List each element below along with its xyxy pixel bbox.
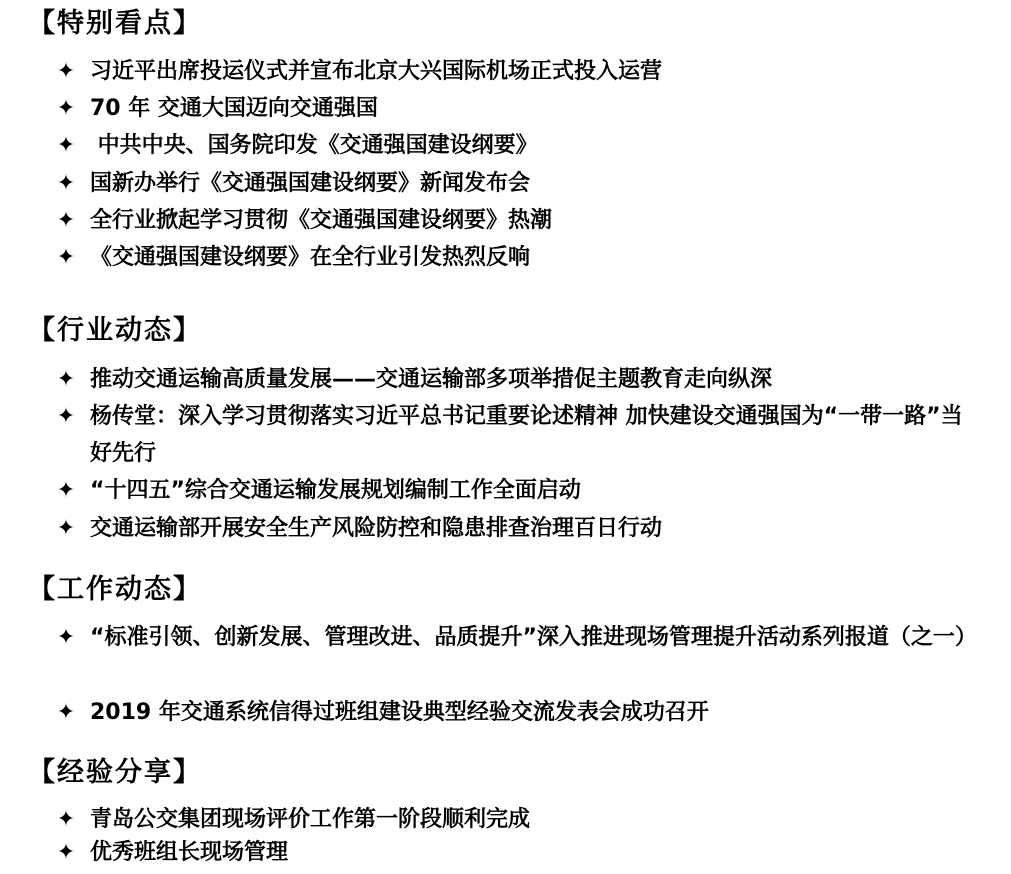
list-item[interactable] [54, 127, 984, 164]
star-bullet-icon: ✦ [56, 625, 76, 650]
star-bullet-icon: ✦ [56, 840, 76, 865]
list-item-text: “标准引领、创新发展、管理改进、品质提升”深入推进现场管理提升活动系列报道（之一） [90, 625, 977, 650]
section-heading-industry-news: 【行业动态】 [28, 315, 202, 346]
list-item-text: 推动交通运输高质量发展——交通运输部多项举措促主题教育走向纵深 [90, 367, 773, 392]
list-item[interactable] [54, 801, 984, 838]
star-bullet-icon: ✦ [56, 133, 76, 158]
star-bullet-icon: ✦ [56, 700, 76, 725]
star-bullet-icon: ✦ [56, 478, 76, 503]
star-bullet-icon: ✦ [56, 404, 76, 429]
list-item-text: 《交通强国建设纲要》在全行业引发热烈反响 [90, 245, 531, 270]
list-item[interactable] [54, 90, 984, 127]
star-bullet-icon: ✦ [56, 807, 76, 832]
list-item[interactable] [54, 165, 984, 202]
list-item-text: 优秀班组长现场管理 [90, 840, 289, 865]
star-bullet-icon: ✦ [56, 516, 76, 541]
star-bullet-icon: ✦ [56, 59, 76, 84]
list-item-text: 中共中央、国务院印发《交通强国建设纲要》 [90, 133, 538, 158]
star-bullet-icon: ✦ [56, 171, 76, 196]
list-item-text: 杨传堂：深入学习贯彻落实习近平总书记重要论述精神 加快建设交通强国为“一带一路”当好先行 [90, 404, 963, 466]
list-item-text: 交通运输部开展安全生产风险防控和隐患排查治理百日行动 [90, 516, 663, 541]
list-item[interactable] [54, 398, 984, 472]
list-item[interactable] [54, 619, 984, 656]
star-bullet-icon: ✦ [56, 245, 76, 270]
list-item-text: 全行业掀起学习贯彻《交通强国建设纲要》热潮 [90, 208, 553, 233]
star-bullet-icon: ✦ [56, 367, 76, 392]
list-item-text: 习近平出席投运仪式并宣布北京大兴国际机场正式投入运营 [90, 59, 663, 84]
list-item[interactable] [54, 834, 984, 871]
list-item[interactable] [54, 510, 984, 547]
list-item-text: “十四五”综合交通运输发展规划编制工作全面启动 [90, 478, 581, 503]
list-item[interactable] [54, 472, 984, 509]
list-item-text: 2019 年交通系统信得过班组建设典型经验交流发表会成功召开 [90, 700, 709, 725]
list-item[interactable] [54, 202, 984, 239]
section-heading-featured: 【特别看点】 [28, 8, 202, 39]
list-item[interactable] [54, 53, 984, 90]
list-item-text: 70 年 交通大国迈向交通强国 [90, 96, 378, 121]
star-bullet-icon: ✦ [56, 208, 76, 233]
list-item[interactable] [54, 239, 984, 276]
star-bullet-icon: ✦ [56, 96, 76, 121]
list-item[interactable] [54, 361, 984, 398]
list-item[interactable] [54, 694, 984, 731]
section-heading-work-news: 【工作动态】 [28, 574, 202, 605]
list-item-text: 国新办举行《交通强国建设纲要》新闻发布会 [90, 171, 531, 196]
list-item-text: 青岛公交集团现场评价工作第一阶段顺利完成 [90, 807, 531, 832]
section-heading-experience-sharing: 【经验分享】 [28, 757, 202, 788]
